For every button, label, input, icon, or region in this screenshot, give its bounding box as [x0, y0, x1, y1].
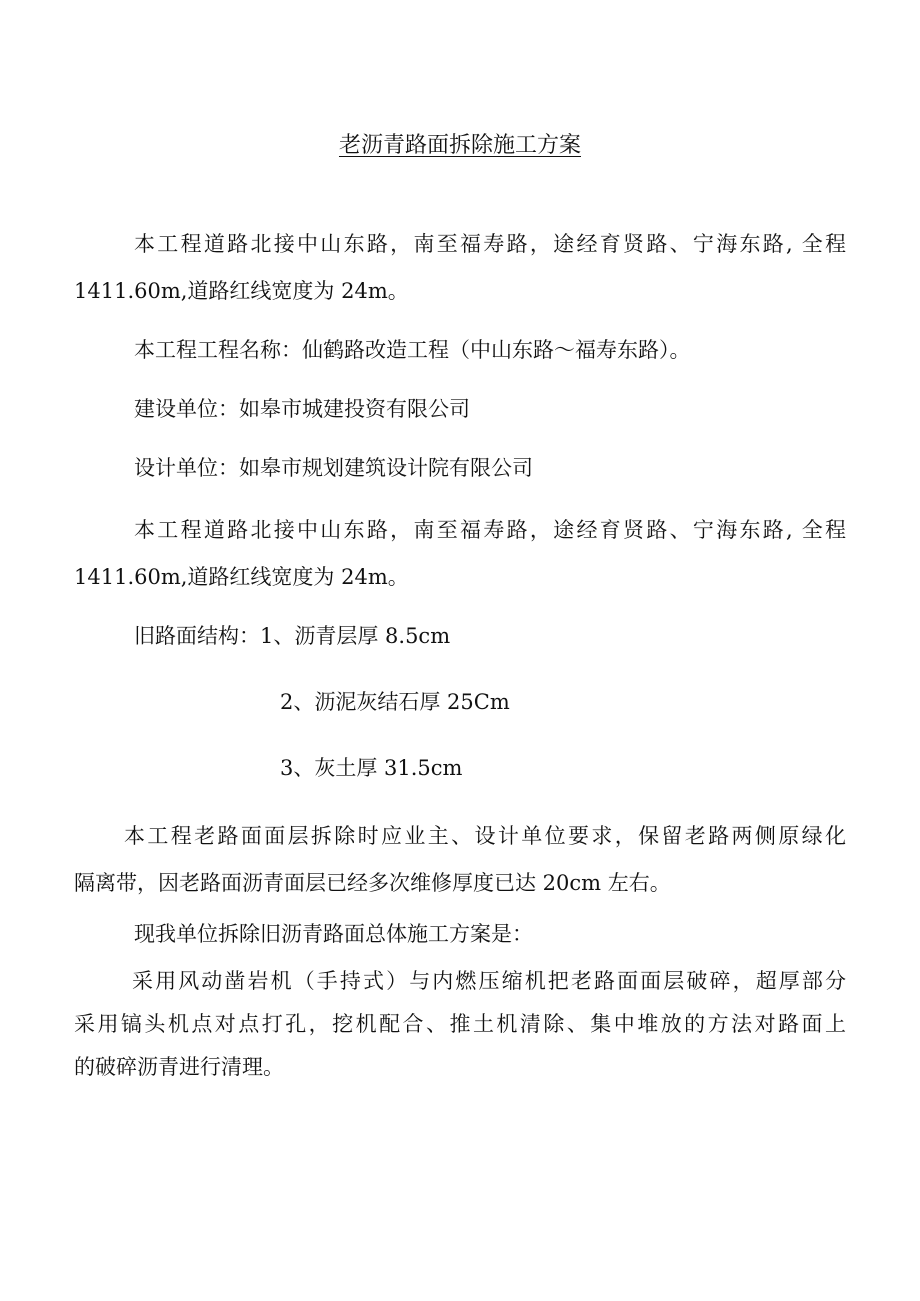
document-title-text: 老沥青路面拆除施工方案	[338, 133, 581, 158]
document-title	[0, 130, 920, 162]
designer-paragraph	[74, 452, 846, 484]
intro-paragraph	[74, 221, 846, 315]
old-structure-item-2	[74, 686, 846, 718]
plan-intro-text: 现我单位拆除旧沥青路面总体施工方案是：	[134, 922, 533, 946]
requirement-line-1: 本工程老路面面层拆除时应业主、设计单位要求，保留老路两侧原绿化	[124, 824, 846, 848]
project-name-text: 本工程工程名称：仙鹤路改造工程（中山东路～福寿东路）。	[134, 338, 691, 362]
intro-repeat-line-2: 1411.60m,道路红线宽度为 24m。	[74, 565, 409, 589]
intro-repeat-line-1: 本工程道路北接中山东路，南至福寿路，途经育贤路、宁海东路, 全程	[134, 518, 846, 542]
builder-paragraph	[74, 393, 846, 425]
method-line-1: 采用风动凿岩机（手持式）与内燃压缩机把老路面面层破碎，超厚部分	[132, 969, 846, 993]
project-name-paragraph	[74, 334, 846, 366]
plan-intro-paragraph	[74, 918, 846, 950]
requirement-line-2: 隔离带，因老路面沥青面层已经多次维修厚度已达 20cm 左右。	[74, 871, 671, 895]
intro-line-2: 1411.60m,道路红线宽度为 24m。	[74, 279, 409, 303]
method-line-3: 的破碎沥青进行清理。	[74, 1055, 284, 1079]
old-structure-item-3	[74, 752, 846, 784]
method-paragraph	[74, 960, 846, 1089]
intro-line-1: 本工程道路北接中山东路，南至福寿路，途经育贤路、宁海东路, 全程	[134, 232, 846, 256]
intro-repeat-paragraph	[74, 507, 846, 601]
old-structure-item-1	[74, 620, 846, 652]
requirement-paragraph	[74, 813, 846, 907]
method-line-2: 采用镐头机点对点打孔，挖机配合、推土机清除、集中堆放的方法对路面上	[74, 1012, 846, 1036]
builder-text: 建设单位：如皋市城建投资有限公司	[134, 397, 470, 421]
old-structure-text-1: 旧路面结构：1、沥青层厚 8.5cm	[134, 624, 451, 648]
designer-text: 设计单位：如皋市规划建筑设计院有限公司	[134, 456, 533, 480]
old-structure-text-2: 2、沥泥灰结石厚 25Cm	[280, 690, 510, 714]
old-structure-text-3: 3、灰土厚 31.5cm	[280, 756, 463, 780]
